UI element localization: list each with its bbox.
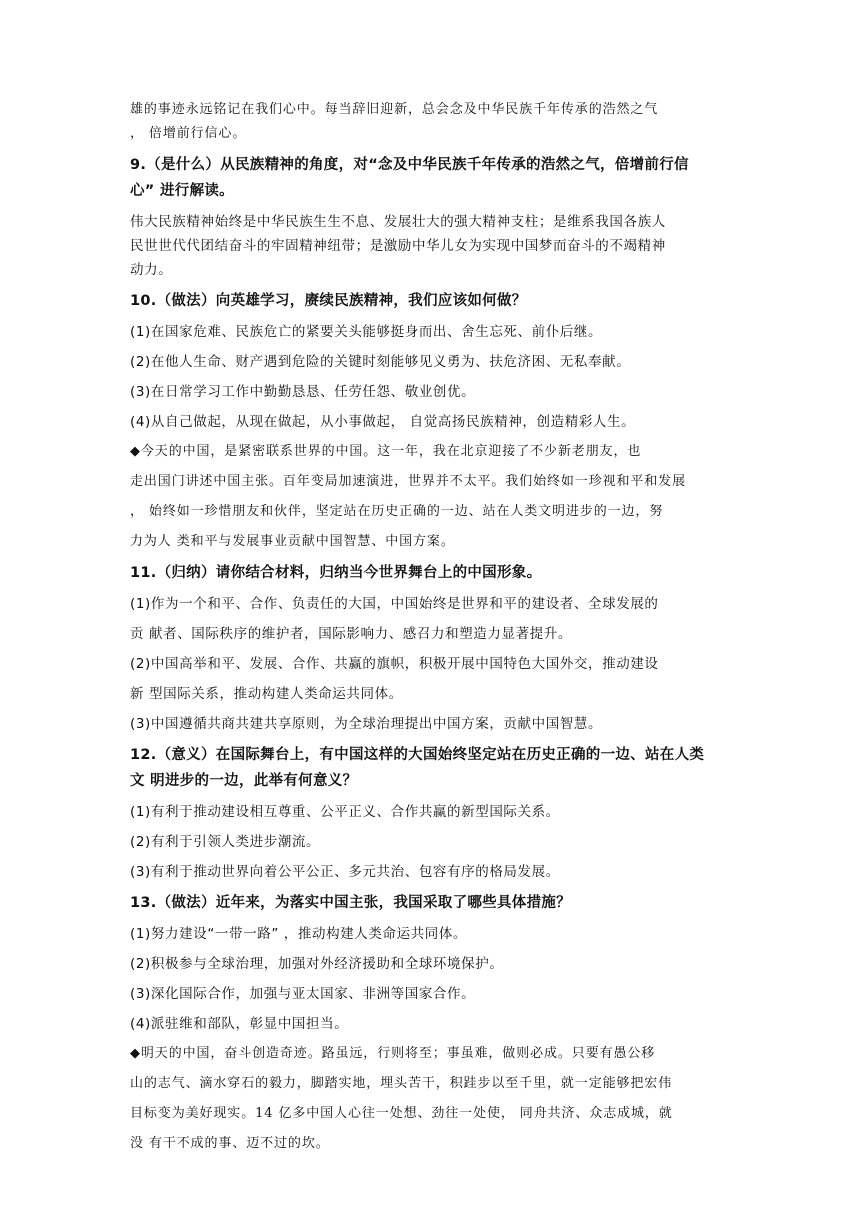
question-12-item: (3)有利于推动世界向着公平公正、多元共治、包容有序的格局发展。 [130, 864, 560, 880]
question-9-title: 心” 进行解读。 [130, 183, 234, 199]
question-10-item: (3)在日常学习工作中勤勤恳恳、任劳任怨、敬业创优。 [130, 384, 476, 400]
question-10-item: (1)在国家危难、民族危亡的紧要关头能够挺身而出、舍生忘死、前仆后继。 [130, 324, 603, 340]
question-9-answer: 动力。 [130, 262, 173, 278]
material-text-line: ， 倍增前行信心。 [130, 126, 247, 141]
question-12-title: 文 明进步的一边，此举有何意义？ [130, 773, 358, 789]
material-text-line: 目标变为美好现实。14 亿多中国人心往一处想、劲往一处使， 同舟共济、众志成城，就 [130, 1106, 673, 1121]
question-10-title: 10.（做法）向英雄学习，赓续民族精神，我们应该如何做？ [130, 293, 527, 309]
material-text-line: 没 有干不成的事、迈不过的坎。 [130, 1136, 330, 1151]
question-12-title: 12.（意义）在国际舞台上，有中国这样的大国始终坚定站在历史正确的一边、站在人类 [130, 747, 705, 763]
material-text-line: ◆明天的中国，奋斗创造奇迹。路虽远，行则将至；事虽难，做则必成。只要有愚公移 [130, 1046, 656, 1061]
question-9-answer: 伟大民族精神始终是中华民族生生不息、发展壮大的强大精神支柱；是维系我国各族人 [130, 214, 666, 230]
question-10-item: (2)在他人生命、财产遇到危险的关键时刻能够见义勇为、扶危济困、无私奉献。 [130, 354, 631, 370]
question-13-item: (1)努力建设“一带一路” ，推动构建人类命运共同体。 [130, 926, 468, 942]
question-10-item: (4)从自己做起，从现在做起，从小事做起， 自觉高扬民族精神，创造精彩人生。 [130, 414, 636, 430]
question-11-item: 新 型国际关系，推动构建人类命运共同体。 [130, 686, 403, 702]
question-11-item: (3)中国遵循共商共建共享原则，为全球治理提出中国方案，贡献中国智慧。 [130, 716, 603, 732]
material-text-line: 山的志气、滴水穿石的毅力，脚踏实地，埋头苦干，积跬步以至千里，就一定能够把宏伟 [130, 1076, 673, 1091]
material-text-line: 力为人 类和平与发展事业贡献中国智慧、中国方案。 [130, 534, 455, 549]
question-11-item: 贡 献者、国际秩序的维护者，国际影响力、感召力和塑造力显著提升。 [130, 626, 572, 642]
question-9-answer: 民世世代代团结奋斗的牢固精神纽带；是激励中华儿女为实现中国梦而奋斗的不竭精神 [130, 238, 666, 254]
question-13-title: 13.（做法）近年来，为落实中国主张，我国采取了哪些具体措施？ [130, 895, 571, 911]
question-13-item: (4)派驻维和部队，彰显中国担当。 [130, 1016, 349, 1032]
material-text-line: ◆今天的中国，是紧密联系世界的中国。这一年，我在北京迎接了不少新老朋友，也 [130, 444, 642, 459]
material-text-line: ， 始终如一珍惜朋友和伙伴，坚定站在历史正确的一边、站在人类文明进步的一边，努 [130, 504, 664, 519]
question-11-item: (1)作为一个和平、合作、负责任的大国，中国始终是世界和平的建设者、全球发展的 [130, 596, 659, 612]
question-12-item: (2)有利于引领人类进步潮流。 [130, 834, 321, 850]
question-11-title: 11.（归纳）请你结合材料，归纳当今世界舞台上的中国形象。 [130, 565, 542, 581]
question-11-item: (2)中国高举和平、发展、合作、共赢的旗帜，积极开展中国特色大国外交，推动建设 [130, 656, 659, 672]
question-9-title: 9.（是什么）从民族精神的角度，对“念及中华民族千年传承的浩然之气，倍增前行信 [130, 157, 689, 173]
question-12-item: (1)有利于推动建设相互尊重、公平正义、合作共赢的新型国际关系。 [130, 804, 560, 820]
material-text-line: 雄的事迹永远铭记在我们心中。每当辞旧迎新，总会念及中华民族千年传承的浩然之气 [130, 102, 659, 117]
document-content [130, 98, 730, 1156]
material-text-line: 走出国门讲述中国主张。百年变局加速演进，世界并不太平。我们始终如一珍视和平和发展 [130, 474, 687, 489]
question-13-item: (3)深化国际合作，加强与亚太国家、非洲等国家合作。 [130, 986, 476, 1002]
question-13-item: (2)积极参与全球治理，加强对外经济援助和全球环境保护。 [130, 956, 504, 972]
